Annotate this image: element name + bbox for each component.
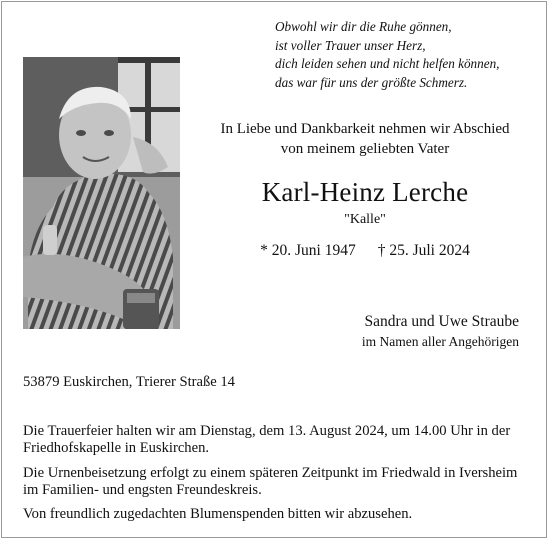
signer-on-behalf: im Namen aller Angehörigen xyxy=(361,334,519,349)
portrait-photo xyxy=(23,57,180,329)
deceased-nickname: "Kalle" xyxy=(344,212,386,227)
life-dates xyxy=(190,241,540,261)
urn-paragraph: Die Urnenbeisetzung erfolgt zu einem späteren Zeitpunkt im Friedwald in Iversheim im Familien- und engsten Freundeskreis. xyxy=(23,464,518,498)
poem-line: Obwohl wir dir die Ruhe gönnen, xyxy=(275,19,452,34)
poem-line: das war für uns der größte Schmerz. xyxy=(275,74,468,90)
signers xyxy=(259,312,519,352)
address: 53879 Euskirchen, Trierer Straße 14 xyxy=(23,374,235,390)
intro-line: In Liebe und Dankbarkeit nehmen wir Abschied xyxy=(220,121,510,137)
funeral-details xyxy=(23,423,528,530)
flowers-paragraph: Von freundlich zugedachten Blumenspenden bitten wir abzusehen. xyxy=(23,506,413,523)
poem-line: ist voller Trauer unser Herz, xyxy=(275,37,426,53)
poem xyxy=(275,18,545,92)
deceased-name: Karl-Heinz Lerche xyxy=(261,177,469,207)
signer-names: Sandra und Uwe Straube xyxy=(364,313,519,330)
intro-line: von meinem geliebten Vater xyxy=(280,140,450,157)
death-date: † 25. Juli 2024 xyxy=(377,242,470,259)
ceremony-paragraph: Die Trauerfeier halten wir am Dienstag, dem 13. August 2024, um 14.00 Uhr in der Friedhofskapelle in Euskirchen. xyxy=(23,423,511,457)
birth-date: * 20. Juni 1947 xyxy=(260,242,356,259)
farewell-intro xyxy=(190,120,540,159)
poem-line: dich leiden sehen und nicht helfen können, xyxy=(275,56,500,71)
